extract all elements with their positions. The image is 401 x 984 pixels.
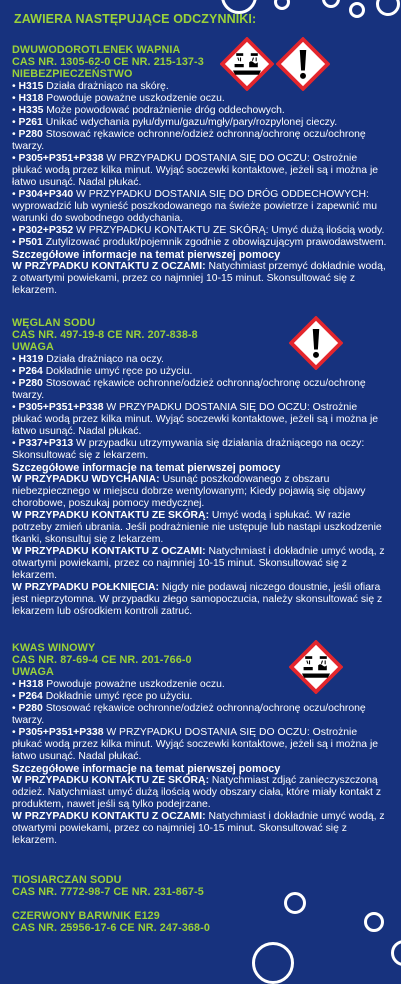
hazard-statement: • H318 Powoduje poważne uszkodzenie oczu. <box>12 93 225 104</box>
first-aid-text: Nigdy nie podawaj niczego doustnie, jeśli ofiara jest nieprzytomna. W przypadku złego samopoczucia, należy skonsultować się z lekarzem lub ośrodkiem kontroli zatruć. <box>12 582 383 617</box>
statement-code: H335 <box>18 105 44 116</box>
substance-section <box>12 910 390 934</box>
statement-emphasis: W PRZYPADKU DOSTANIA SIĘ DO OCZU: <box>106 727 310 738</box>
statement-text: Dokładnie umyć ręce po użyciu. <box>45 691 193 702</box>
bubble-decoration <box>322 0 340 8</box>
hazard-statement: • P302+P352 W PRZYPADKU KONTAKTU ZE SKÓRĄ: Umyć dużą ilością wody. <box>12 225 385 236</box>
first-aid-text: Natychmiast i dokładnie umyć wodą, z otwartymi powiekami, przez co najmniej 10-15 minut. Skonsultować się z lekarzem. <box>12 546 385 581</box>
bubble-decoration <box>391 940 401 966</box>
statement-text: W przypadku utrzymywania się działania drażniącego na oczy: Skonsultować się z lekarzem. <box>12 438 365 461</box>
statement-code: H319 <box>18 354 44 365</box>
cas-number: CAS NR. 1305-62-0 CE NR. 215-137-3 <box>12 56 204 68</box>
first-aid-lead: W PRZYPADKU KONTAKTU Z OCZAMI: <box>12 811 206 822</box>
statement-text: Umyć dużą ilością wody. <box>271 225 385 236</box>
substance-name: WĘGLAN SODU <box>12 317 96 329</box>
statement-code: P264 <box>18 691 43 702</box>
hazard-statement: • P305+P351+P338 W PRZYPADKU DOSTANIA SIĘ DO OCZU: Ostrożnie płukać wodą przez kilka minut. Wyjąć soczewki kontaktowe, jeżeli są i można je łatwo usunąć. Nadal płukać. <box>12 727 379 762</box>
statement-emphasis: W PRZYPADKU DOSTANIA SIĘ DO DRÓG ODDECHOWYCH: <box>76 189 369 200</box>
first-aid-title: Szczegółowe informacje na temat pierwszej pomocy <box>12 763 281 775</box>
statement-text: Zutylizować produkt/pojemnik zgodnie z obowiązującym prawodawstwem. <box>45 237 387 248</box>
statement-code: P305+P351+P338 <box>18 727 104 738</box>
statement-text: Stosować rękawice ochronne/odzież ochronną/ochronę oczu/ochronę twarzy. <box>12 703 366 726</box>
statement-code: P264 <box>18 366 43 377</box>
exclamation-pictogram <box>289 316 343 370</box>
hazard-statement: • P501 Zutylizować produkt/pojemnik zgodnie z obowiązującym prawodawstwem. <box>12 237 387 248</box>
cas-number: CAS NR. 497-19-8 CE NR. 207-838-8 <box>12 329 198 341</box>
statement-text: Działa drażniąco na skórę. <box>46 81 169 92</box>
statement-code: H318 <box>18 93 44 104</box>
statement-code: P304+P340 <box>18 189 74 200</box>
bubble-decoration <box>376 0 400 16</box>
first-aid-lead: W PRZYPADKU KONTAKTU Z OCZAMI: <box>12 546 206 557</box>
corrosion-pictogram <box>220 37 274 91</box>
statement-code: P302+P352 <box>18 225 74 236</box>
first-aid-lead: W PRZYPADKU KONTAKTU ZE SKÓRĄ: <box>12 775 210 786</box>
first-aid-text: Natychmiast i dokładnie umyć wodą, z otwartymi powiekami, przez co najmniej 10-15 minut. Skonsultować się z lekarzem. <box>12 811 385 846</box>
statement-text: Może powodować podrażnienie dróg oddechowych. <box>46 105 285 116</box>
statement-text: Dokładnie umyć ręce po użyciu. <box>45 366 193 377</box>
hazard-statement: • P337+P313 W przypadku utrzymywania się działania drażniącego na oczy: Skonsultować się z lekarzem. <box>12 438 365 461</box>
substance-section <box>12 44 390 297</box>
substance-name: DWUWODOROTLENEK WAPNIA <box>12 44 181 56</box>
hazard-pictograms <box>289 316 343 370</box>
statement-list <box>12 81 390 249</box>
first-aid-lead: W PRZYPADKU WDYCHANIA: <box>12 474 160 485</box>
hazard-statement: • P305+P351+P338 W PRZYPADKU DOSTANIA SIĘ DO OCZU: Ostrożnie płukać wodą przez kilka minut. Wyjąć soczewki kontaktowe, jeżeli są i można je łatwo usunąć. Nadal płukać. <box>12 402 379 437</box>
statement-code: P337+P313 <box>18 438 74 449</box>
hazard-pictograms <box>220 37 330 91</box>
first-aid-item <box>12 474 390 510</box>
statement-code: P305+P351+P338 <box>18 402 104 413</box>
first-aid-lead: W PRZYPADKU POŁKNIĘCIA: <box>12 582 160 593</box>
signal-word: NIEBEZPIECZEŃSTWO <box>12 68 133 80</box>
first-aid-item <box>12 582 390 618</box>
statement-code: P501 <box>18 237 43 248</box>
statement-text: Ostrożnie płukać wodą przez kilka minut. Wyjąć soczewki kontaktowe, jeżeli są i można je łatwo usunąć. Nadal płukać. <box>12 153 379 188</box>
bubble-decoration <box>349 2 365 18</box>
first-aid-item <box>12 775 390 811</box>
first-aid-lead: W PRZYPADKU KONTAKTU ZE SKÓRĄ: <box>12 510 210 521</box>
contents-heading: ZAWIERA NASTĘPUJĄCE ODCZYNNIKI: <box>14 12 257 26</box>
statement-list <box>12 354 390 462</box>
first-aid-item <box>12 546 390 582</box>
cas-number: CAS NR. 25956-17-6 CE NR. 247-368-0 <box>12 922 210 934</box>
hazard-pictograms <box>289 640 343 694</box>
hazard-statement: • P280 Stosować rękawice ochronne/odzież ochronną/ochronę oczu/ochronę twarzy. <box>12 703 366 726</box>
substance-section <box>12 874 390 898</box>
hazard-statement: • H335 Może powodować podrażnienie dróg oddechowych. <box>12 105 285 116</box>
substance-name: TIOSIARCZAN SODU <box>12 874 122 886</box>
first-aid-item <box>12 510 390 546</box>
first-aid-text: Natychmiast zdjąć zanieczyszczoną odzież. Natychmiast umyć dużą ilością wody obszary ciała, które miały kontakt z produktem, nawet jeśli są tylko podejrzane. <box>12 775 382 810</box>
cas-number: CAS NR. 87-69-4 CE NR. 201-766-0 <box>12 654 192 666</box>
hazard-statement: • P261 Unikać wdychania pyłu/dymu/gazu/mgły/pary/rozpylonej cieczy. <box>12 117 338 128</box>
statement-text: Działa drażniąco na oczy. <box>46 354 164 365</box>
first-aid-item <box>12 261 390 297</box>
first-aid-text: Natychmiast przemyć dokładnie wodą, z otwartymi powiekami, przez co najmniej 10-15 minut. Skonsultować się z lekarzem. <box>12 261 386 296</box>
statement-emphasis: W PRZYPADKU KONTAKTU ZE SKÓRĄ: <box>76 225 269 236</box>
hazard-statement: • H318 Powoduje poważne uszkodzenie oczu. <box>12 679 225 690</box>
hazard-statement: • P264 Dokładnie umyć ręce po użyciu. <box>12 366 193 377</box>
corrosion-pictogram <box>289 640 343 694</box>
cas-number: CAS NR. 7772-98-7 CE NR. 231-867-5 <box>12 886 204 898</box>
substance-name: KWAS WINOWY <box>12 642 96 654</box>
statement-text: Powoduje poważne uszkodzenie oczu. <box>46 679 225 690</box>
statement-text: Stosować rękawice ochronne/odzież ochronną/ochronę oczu/ochronę twarzy. <box>12 378 366 401</box>
first-aid-text: Umyć wodą i spłukać. W razie potrzeby zmień ubrania. Jeśli podrażnienie nie ustępuje lub nastąpi uszkodzenie tkanki, skonsultuj się z lekarzem. <box>12 510 382 545</box>
first-aid-text: Usunąć poszkodowanego z obszaru niebezpiecznego w miejscu dobrze wentylowanym; Kiedy pojawią się objawy chorobowe, poszukaj pomocy medycznej. <box>12 474 366 509</box>
statement-code: H318 <box>18 679 44 690</box>
statement-code: P305+P351+P338 <box>18 153 104 164</box>
hazard-statement: • P264 Dokładnie umyć ręce po użyciu. <box>12 691 193 702</box>
hazard-statement: • P280 Stosować rękawice ochronne/odzież ochronną/ochronę oczu/ochronę twarzy. <box>12 378 366 401</box>
bubble-decoration <box>274 0 290 10</box>
statement-emphasis: W PRZYPADKU DOSTANIA SIĘ DO OCZU: <box>106 153 310 164</box>
statement-code: P280 <box>18 378 43 389</box>
hazard-statement: • H319 Działa drażniąco na oczy. <box>12 354 164 365</box>
first-aid-title: Szczegółowe informacje na temat pierwszej pomocy <box>12 462 281 474</box>
hazard-statement: • P305+P351+P338 W PRZYPADKU DOSTANIA SIĘ DO OCZU: Ostrożnie płukać wodą przez kilka minut. Wyjąć soczewki kontaktowe, jeżeli są i można je łatwo usunąć. Nadal płukać. <box>12 153 379 188</box>
statement-text: Ostrożnie płukać wodą przez kilka minut. Wyjąć soczewki kontaktowe, jeżeli są i można je łatwo usunąć. Nadal płukać. <box>12 402 379 437</box>
statement-code: P261 <box>18 117 43 128</box>
first-aid-item <box>12 811 390 847</box>
first-aid-lead: W PRZYPADKU KONTAKTU Z OCZAMI: <box>12 261 206 272</box>
statement-code: P280 <box>18 129 43 140</box>
statement-text: Ostrożnie płukać wodą przez kilka minut. Wyjąć soczewki kontaktowe, jeżeli są i można je łatwo usunąć. Nadal płukać. <box>12 727 379 762</box>
statement-code: H315 <box>18 81 44 92</box>
hazard-statement: • H315 Działa drażniąco na skórę. <box>12 81 169 92</box>
signal-word: UWAGA <box>12 666 54 678</box>
statement-text: Powoduje poważne uszkodzenie oczu. <box>46 93 225 104</box>
statement-text: Stosować rękawice ochronne/odzież ochronną/ochronę oczu/ochronę twarzy. <box>12 129 366 152</box>
first-aid-title: Szczegółowe informacje na temat pierwszej pomocy <box>12 249 281 261</box>
hazard-statement: • P304+P340 W PRZYPADKU DOSTANIA SIĘ DO DRÓG ODDECHOWYCH: wyprowadzić lub wynieść poszkodowanego na świeże powietrze i zapewnić mu warunki do swobodnego oddychania. <box>12 189 378 224</box>
substance-name: CZERWONY BARWNIK E129 <box>12 910 160 922</box>
exclamation-pictogram <box>276 37 330 91</box>
signal-word: UWAGA <box>12 341 54 353</box>
hazard-statement: • P280 Stosować rękawice ochronne/odzież ochronną/ochronę oczu/ochronę twarzy. <box>12 129 366 152</box>
statement-emphasis: W PRZYPADKU DOSTANIA SIĘ DO OCZU: <box>106 402 310 413</box>
bubble-decoration <box>252 942 294 984</box>
statement-text: wyprowadzić lub wynieść poszkodowanego na świeże powietrze i zapewnić mu warunki do swobodnego oddychania. <box>12 201 378 224</box>
statement-text: Unikać wdychania pyłu/dymu/gazu/mgły/pary/rozpylonej cieczy. <box>45 117 338 128</box>
statement-code: P280 <box>18 703 43 714</box>
